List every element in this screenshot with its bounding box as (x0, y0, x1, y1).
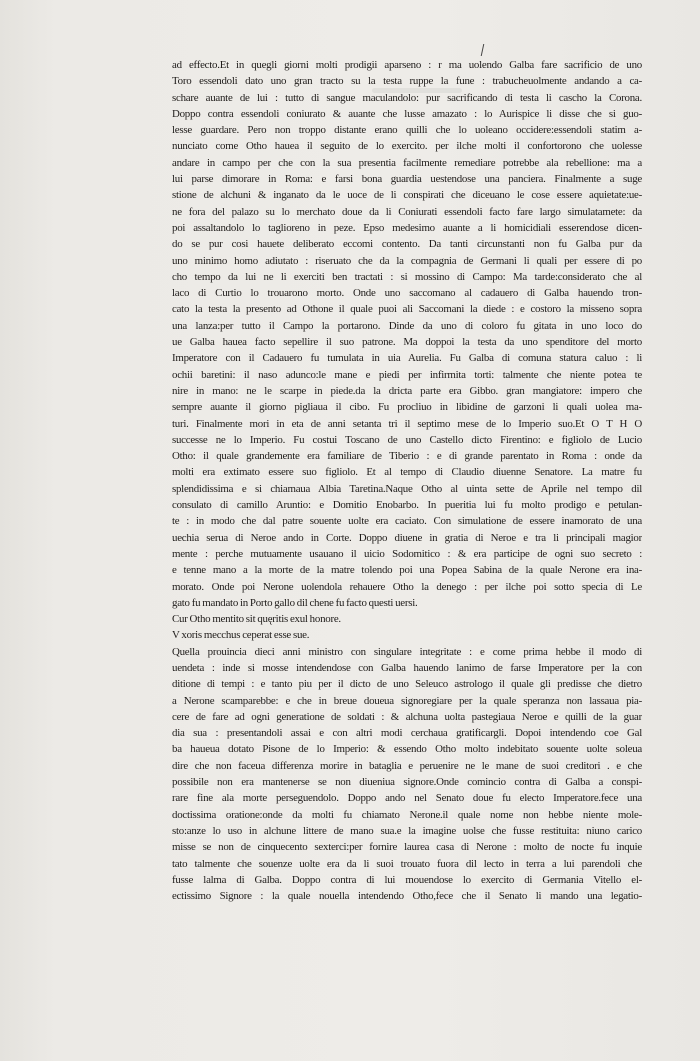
text-line: lui parse dimorare in Roma: e farsi bona guardia uestendose una panciera. Finalmente a suge (172, 173, 642, 186)
text-line: ba haueua dotato Pisone de lo Imperio: & essendo Otho molto indebitato souente uolte soleua (172, 743, 642, 756)
text-line: sempre auante il giorno pigliaua il cibo. Fu procliuo in libidine de garzoni li quali uolea ma- (172, 401, 642, 414)
text-line: e tenne mano a la morte de la matre tolendo poi una Popea Sabina de la quale Nerone era ina- (172, 564, 642, 577)
text-line: tato talmente che souenze uolte era da li suoi trouato fuora dil lecto in terra a lui parendoli che (172, 857, 642, 870)
text-line: doctissima oratione:onde da molti fu chiamato Nerone.il quale nome non hebbe niente mole- (172, 808, 642, 821)
text-line: nire in mano: ne le scarpe in piede.da la dricta parte era Gibbo. gran mangiatore: impero che (172, 384, 642, 397)
text-line: molti era extimato essere suo figliolo. Et al tempo di Claudio diuenne Senatore. La matre fu (172, 466, 642, 479)
text-line: ne fora del palazo su lo merchato doue da li Coniurati essendoli facto fare largo simulatamete: da (172, 205, 642, 218)
text-line: rare fine ala morte perseguendolo. Doppo ando nel Senato doue fu electo Imperatore.fece una (172, 792, 642, 805)
text-line: nunciato come Otho hauea il seguito de lo exercito. per ilche molti il confortorono che uolesse (172, 140, 642, 153)
text-line: fusse lalma di Galba. Doppo contra di lui mouendose lo exercito di Germania Vitello el- (172, 873, 642, 886)
text-line: uendeta : inde si mosse intendendose con Galba hauendo lanimo de farse Imperatore per la con (172, 661, 642, 674)
text-line: successe ne lo Imperio. Fu costui Toscano de uno Castello dicto Firentino: e figliolo de Lucio (172, 433, 642, 446)
text-line: cere de fare ad ogni generatione de soldati : & alchuna uolta pastegiaua Neroe e quilli de la guar (172, 710, 642, 723)
text-line: Otho: il quale grandemente era familiare de Tiberio : e di grande parentato in Roma : onde da (172, 450, 642, 463)
text-line: lesse guardare. Pero non troppo distante erano quilli che lo uoleano occidere:essendoli statim a- (172, 124, 642, 137)
text-line: Quella prouincia dieci anni ministro con singulare integritate : e come prima hebbe il modo di (172, 645, 642, 658)
text-line: cho tempo da lui ne li exerciti ben tractati : si mossino di Campo: Ma tarde:considerato che al (172, 270, 642, 283)
text-line: dire che non faceua differenza morire in bataglia e peruenire ne le mane de suoi creditori . e che (172, 759, 642, 772)
text-line: uechia serua di Neroe ando in Corte. Doppo diuene in gratia di Neroe e tra li principali magior (172, 531, 642, 544)
text-line: Toro essendoli dato uno gran tracto su la testa ruppe la fune : trabucheuolmente andando a ca- (172, 75, 642, 88)
text-line: possibile non era mantenerse se non diueniua signore.Onde comincio contra di Galba a conspi- (172, 776, 642, 789)
text-line: poi assaltandolo lo taglioreno in peze. Epso medesimo auante a li homicidiali esserendose dicen- (172, 221, 642, 234)
text-line: stione de alchuni & inganato da le uoce de li conspirati che diceuano le cose essere aquietate:ue- (172, 189, 642, 202)
text-line: ad effecto.Et in quegli giorni molti prodigii aparseno : r ma uolendo Galba fare sacrificio de uno (172, 59, 642, 71)
text-line: gato fu mandato in Porto gallo dil chene fu facto questi uersi. (172, 596, 418, 609)
text-line: te : in modo che dal patre souente uolte era caciato. Con simulatione de essere inamorato de una (172, 515, 642, 528)
text-line: schare auante de lui : tutto di sangue maculandolo: pur sacrificando di testa li cascho la Corona. (172, 91, 642, 104)
text-line: ectissimo Signore : la quale nouella intendendo Otho,fece che il Senato li mando una legatio- (172, 890, 642, 903)
text-line: misse se non de cinquecento sexterci:per fornire laurea casa di Nerone : molto de nocte fu inquie (172, 841, 642, 854)
text-line: cato la testa la presento ad Othone il quale puoi ali Saccomani la diede : e costoro la misseno sopra (172, 303, 642, 316)
text-line: ochii baretini: il naso adunco:le mane e piedi per infirmita torti: talmente che niente potea te (172, 368, 642, 381)
text-line: una lanza:per tutto il Campo la portarono. Dinde da uno di coloro fu gitata in uno loco do (172, 319, 642, 332)
text-line: dia sua : presentandoli assai e con altri modi cerchaua gratificargli. Dopoi intendendo coe Gal (172, 727, 642, 740)
printed-text-column (172, 57, 642, 904)
text-line: a Nerone scamparebbe: e che in breue doueua signoregiare per la quale speranza non lassaua pia- (172, 694, 642, 707)
text-line: Cur Otho mentito sit quęritis exul honore. (172, 613, 341, 626)
text-line: uno minimo homo adiutato : riseruato che da la compagnia de Germani li quali per essere di po (172, 254, 642, 267)
text-line: sto:anze lo uso in alchune littere de mano sua.e la imagine uolse che fusse restituita: niuno carico (172, 824, 642, 837)
text-line: V xoris mecchus ceperat esse sue. (172, 629, 310, 642)
text-line: turi. Finalmente mori in eta de anni setanta tri il septimo mese de lo Imperio suo.Et O T H O (172, 417, 642, 430)
text-line: consulato di camillo Aruntio: e Domitio Enobarbo. In pueritia lui fu molto prodigo e petulan- (172, 499, 642, 512)
text-line: andare in campo per che con la sua presentia facilmente remediare potrebbe ala rebellione: ma a (172, 156, 642, 169)
text-line: Imperatore con il Cadauero fu tumulata in uia Aurelia. Fu Galba di comuna statura caluo : li (172, 352, 642, 365)
text-line: morato. Onde poi Nerone uolendola rehauere Otho la denego : per ilche poi sotto specia di Le (172, 580, 642, 593)
text-line: ue Galba hauea facto sepellire il suo patrone. Ma doppoi la testa da uno spenditore del morto (172, 336, 642, 349)
text-line: ditione di tempi : e tanto piu per il dicto de uno Seleuco astrologo il quale gli predisse che dietro (172, 678, 642, 691)
text-line: laco di Curtio lo trouarono morto. Onde uno saccomano al cadauero di Galba hauendo tron- (172, 287, 642, 300)
text-line: mente : perche mutuamente usauano il uicio Sodomitico : & era participe de ogni suo secreto : (172, 547, 642, 560)
text-line: Doppo contra essendoli coniurato & auante che lusse amazato : lo Aurispice li disse che si guo- (172, 107, 642, 120)
text-line: do se pur cosi hauete deliberato eccomi contento. Da tanti circunstanti non fu Galba pur da (172, 238, 642, 251)
text-line: splendidissima e si chiamaua Albia Taretina.Naque Otho al uinta sette de Aprile nel tempo dil (172, 482, 642, 495)
